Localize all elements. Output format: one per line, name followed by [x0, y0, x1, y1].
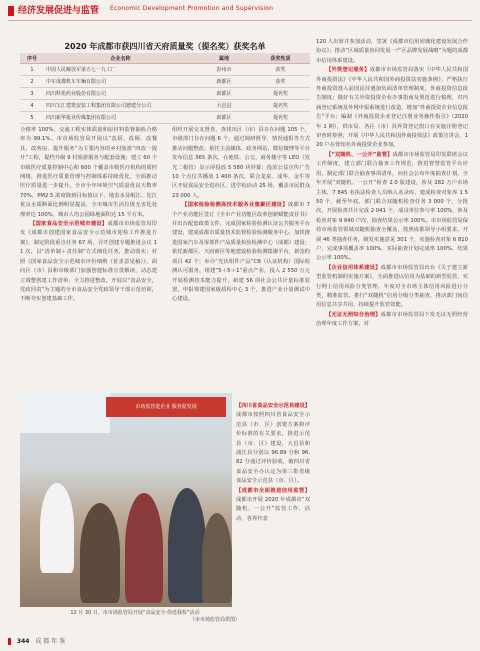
table-cell: 新都区 — [197, 112, 251, 124]
section-heading: 【“双随机、一公开”监管】 — [326, 151, 393, 158]
footer-mark — [8, 638, 11, 645]
table-cell: 提名奖 — [251, 100, 310, 112]
paragraph: 成都市市场监管局印发联席会议工作制度，建立部门联合抽查工作规范，推进智慧监管平台应用，制定部门联合抽查事项清单，向社会公布年度抽查计划，全年开展“双随机、一公开”检查 2.0 版建设，涉及 282 万户市场主体，7 845 名执法检查人员纳入名录库，建成检查对象库 1 550 个，截至年底，部门联合双随机检查任务 3 000 个，分批次、开展检查共计完成 2 041 个，成员单位参与率 100%，涉及检查对象 9 840 户次，抽查结果公示率 100%。市市场监管局保持市场监管领域双随机抽查全覆盖，按照成都领导小组要求，开展 46 类抽查任务，制发实施意见 301 个，实施检查对象 6 810 户，完成事项覆盖率 100%，实际抽查计划完成率 100%，结果公示率 100%。 — [316, 151, 468, 262]
table-header-cell: 企业名称 — [44, 53, 197, 64]
photo-credit: （市市场监管局供图） — [189, 617, 240, 623]
section-title: 经济发展促进与监管 — [18, 6, 100, 16]
table-cell: 新都区 — [197, 76, 251, 88]
table-title: 2020 年成都市获四川省天府质量奖（提名奖）获奖名单 — [64, 42, 266, 51]
table-cell: 获奖 — [251, 76, 310, 88]
section-english-title: Economic Development Promotion and Supervision — [110, 5, 274, 12]
text-column-middle — [172, 126, 310, 392]
table-cell: 提名奖 — [251, 112, 310, 124]
table-cell: 提名奖 — [251, 88, 310, 100]
table-header-cell: 序号 — [20, 53, 44, 64]
section-heading: 【成都市全面推进信用监管】 — [236, 487, 310, 494]
table-cell: 2 — [20, 76, 44, 88]
section-heading: 【无证无照综合治理】 — [326, 311, 381, 318]
table-cell: 获奖 — [251, 64, 310, 76]
paragraph: 组织开展交叉督查，查找出区（市）县存在问题 105 个，市级部门存在问题 6 个，通过调研督导、情况通报等方式推动问题整改；依托主流媒体、政务网站、微信微博等平台发布信息 365 条次，在地铁、公交、商务楼宇等 LED（发光二极管）显示屏投放 5 580 块屏幕；投放公益宣传广告 10 个点位共播放 1 400 条次，联合龙泉、成华、金牛等区开展食品安全进社区、进学校活动 25 场，覆盖市民群众 23 000 人。 — [172, 127, 310, 199]
table-row — [20, 112, 310, 124]
table-cell: 1 — [20, 64, 44, 76]
book-title: 成 都 年 鉴 — [35, 638, 66, 645]
photo-caption: 12 月 30 日，市市场监管局开展“食品安全·你选我检”活动 — [70, 610, 200, 616]
table-cell: 四川新华报业传媒集团有限公司 — [44, 112, 197, 124]
table-header-cell: 获奖性质 — [251, 53, 310, 64]
paragraph: 成都市市场监管局印发《成都市创建国家食品安全示范城市迎检工作推进方案》，制定阶段重点任务 67 项，召开创建专题推进会议 11 次，以“清单制＋责任制”方式细化任务，推动落实；对照《国家食品安全示范城市评价细则（征求意见稿）》，面向区（市）县和市级部门加强创建标准宣贯解读，动态建立调整创建工作清单，全力推进整改。开展以“食品安全，党政同责”为主题的全市食品安全党政领导干部示范培训，不断夯实创建基础工作。 — [20, 221, 157, 303]
header-rule — [8, 20, 472, 21]
text-column-right — [316, 38, 468, 630]
page-header — [0, 0, 480, 22]
table-cell: 大邑县 — [197, 100, 251, 112]
section-heading: 【企业信用体系建设】 — [326, 264, 381, 271]
table-cell: 3 — [20, 88, 44, 100]
section-heading: 【国家食品安全示范城市建设】 — [30, 221, 108, 228]
table-cell: 彭州市 — [197, 64, 251, 76]
section-heading: 【四川省食品安全示范县建设】 — [236, 403, 310, 409]
paragraph: 成都市市场监管局下发无证无照经营治理年度工作方案，对 — [316, 311, 468, 328]
table-row — [20, 76, 310, 88]
paragraph: 成都市 7 个产业功能区签订《全市产业功能区改革创新赋能责任书》并出台配套政策文件，完成国家检验检测认证公共服务平台建设，建成成都市质量技术监督检验检测服务中心，加快推进国家汽车及零部件产品质量检验检测中心（成都）建设；依托新都区、天府新区等地建设检验检测集聚平台，新签约项目 42 个；举办“光伏组件产品”CB（认证机构）国际检测认可服务，组建“5＋5＋1”重点产业，投入 2 550 万元开展检测技术能力提升，新建 56 项社会公共计量标准装置，申报筹建国家级质检中心 3 个，推进产业计量测试中心建设。 — [172, 202, 310, 303]
table-row — [20, 100, 310, 112]
photo-tent — [20, 393, 110, 433]
table-cell: 四川宝汇建筑安装工程集团有限公司德建分公司 — [44, 100, 197, 112]
photo-person — [40, 483, 74, 573]
table-row — [20, 64, 310, 76]
table-cell: 新都区 — [197, 88, 251, 100]
photo-person — [168, 488, 206, 603]
photo-person — [202, 513, 232, 603]
event-photo — [20, 393, 232, 607]
table-cell: 5 — [20, 112, 44, 124]
section-heading: 【外资登记服务】 — [326, 67, 370, 74]
text-column-left — [20, 126, 157, 305]
photo-person — [80, 503, 120, 603]
awards-table — [20, 53, 310, 124]
paragraph: 成都市市场监管局落实《中华人民共和国外商投资法》《中华人民共和国外商投资法实施条例》，严格执行外商投资准入前国民待遇加负面清单管理制度，外商投资信息报告制度；做好有关外资投资企业办事指南及规范进行梳理，对内涵登记系统及外网申报系统进行改造，增加“外商投资企业信息报告”平台；编制《外商投资企业登记注册业务操作指引》（2020 年 1 期），供市局、各区（市）县外资登记窗口在实施注册登记审查时参照；开展《中华人民共和国外商投资法》政策宣讲会，120 户在蓉知名外商投资企业参加。 — [316, 67, 468, 149]
paragraph: 合格率 100%，交通工程实体质量和原材料监督抽检合格率为 99.1%。市市场监管局开展以“改厨、改厕、改餐具、改客房、提升服务”为主要内容的乡村旅游“四改一提升”工程，提档升级 9 村旅游服务与配套设施；建立 60 个市级医疗质量控制中心和 600 个覆盖市级医疗机构的质控网络，推进医疗质量管理与控制体系持续优化，全面推动医疗质量进一步提升。全市全年环境空气质量优良天数率 70%，PM2.5 浓度降到目标值以下，地表水及岷江、沱江优良水质断面比例明显提高，全市城市生活垃圾无害化处理率达 100%，城市人均公园绿地面积达 15 平方米。 — [20, 127, 157, 218]
page-number: 344 — [16, 638, 30, 645]
table-cell: 中车成都机车车辆有限公司 — [44, 76, 197, 88]
photo-banner: 市场监管进企业 服务促发展 — [106, 397, 226, 417]
table-header-row — [20, 53, 310, 64]
table-cell: 4 — [20, 100, 44, 112]
table-header-cell: 属地 — [197, 53, 251, 64]
section-heading: 【国家检验检测高技术服务业集聚区建设】 — [182, 202, 288, 209]
photo-person — [125, 493, 163, 603]
table-cell: 中国人民解放军第五七一九工厂 — [44, 64, 197, 76]
paragraph: 成都市市场监管局出台《关于建立新型监管机制的实施方案》，全面推进以信用为基础的新型监管，实行网上信用风险分类管理，年度对全市场主体信用风险进行分类，精准监管。推行“双随机”信用分级分类抽查，推动部门间信用信息共享共用，持续提升监管效能。 — [316, 264, 468, 309]
table-cell: 四川科伦药业股份有限公司 — [44, 88, 197, 100]
page-footer — [8, 636, 65, 645]
paragraph: 成都市按照四川省食品安全示范县（市、区）创建方案和评价标准的有关要求，推进示范县（市、区）建设，大邑县和浦江县分别以 96.89 分和 96.82 分通过评价验收，被四川省食品安全办认定为第三批省级食品安全示范县（市、区）。 — [236, 412, 310, 485]
table-row — [20, 88, 310, 100]
text-column-middle-lower — [236, 402, 310, 614]
paragraph: 成都市开展 2020 年成都市“双随机、一公开”监管工作，活动、各界代表 — [236, 497, 310, 522]
header-mark — [8, 6, 14, 16]
paragraph: 120 人出席并参加活动，签署《成都市信用同城化建设发展合作协议》；推动“区域质量协同发展一产区品牌发展战略”为题的成都市信用体系建设。 — [316, 39, 468, 64]
